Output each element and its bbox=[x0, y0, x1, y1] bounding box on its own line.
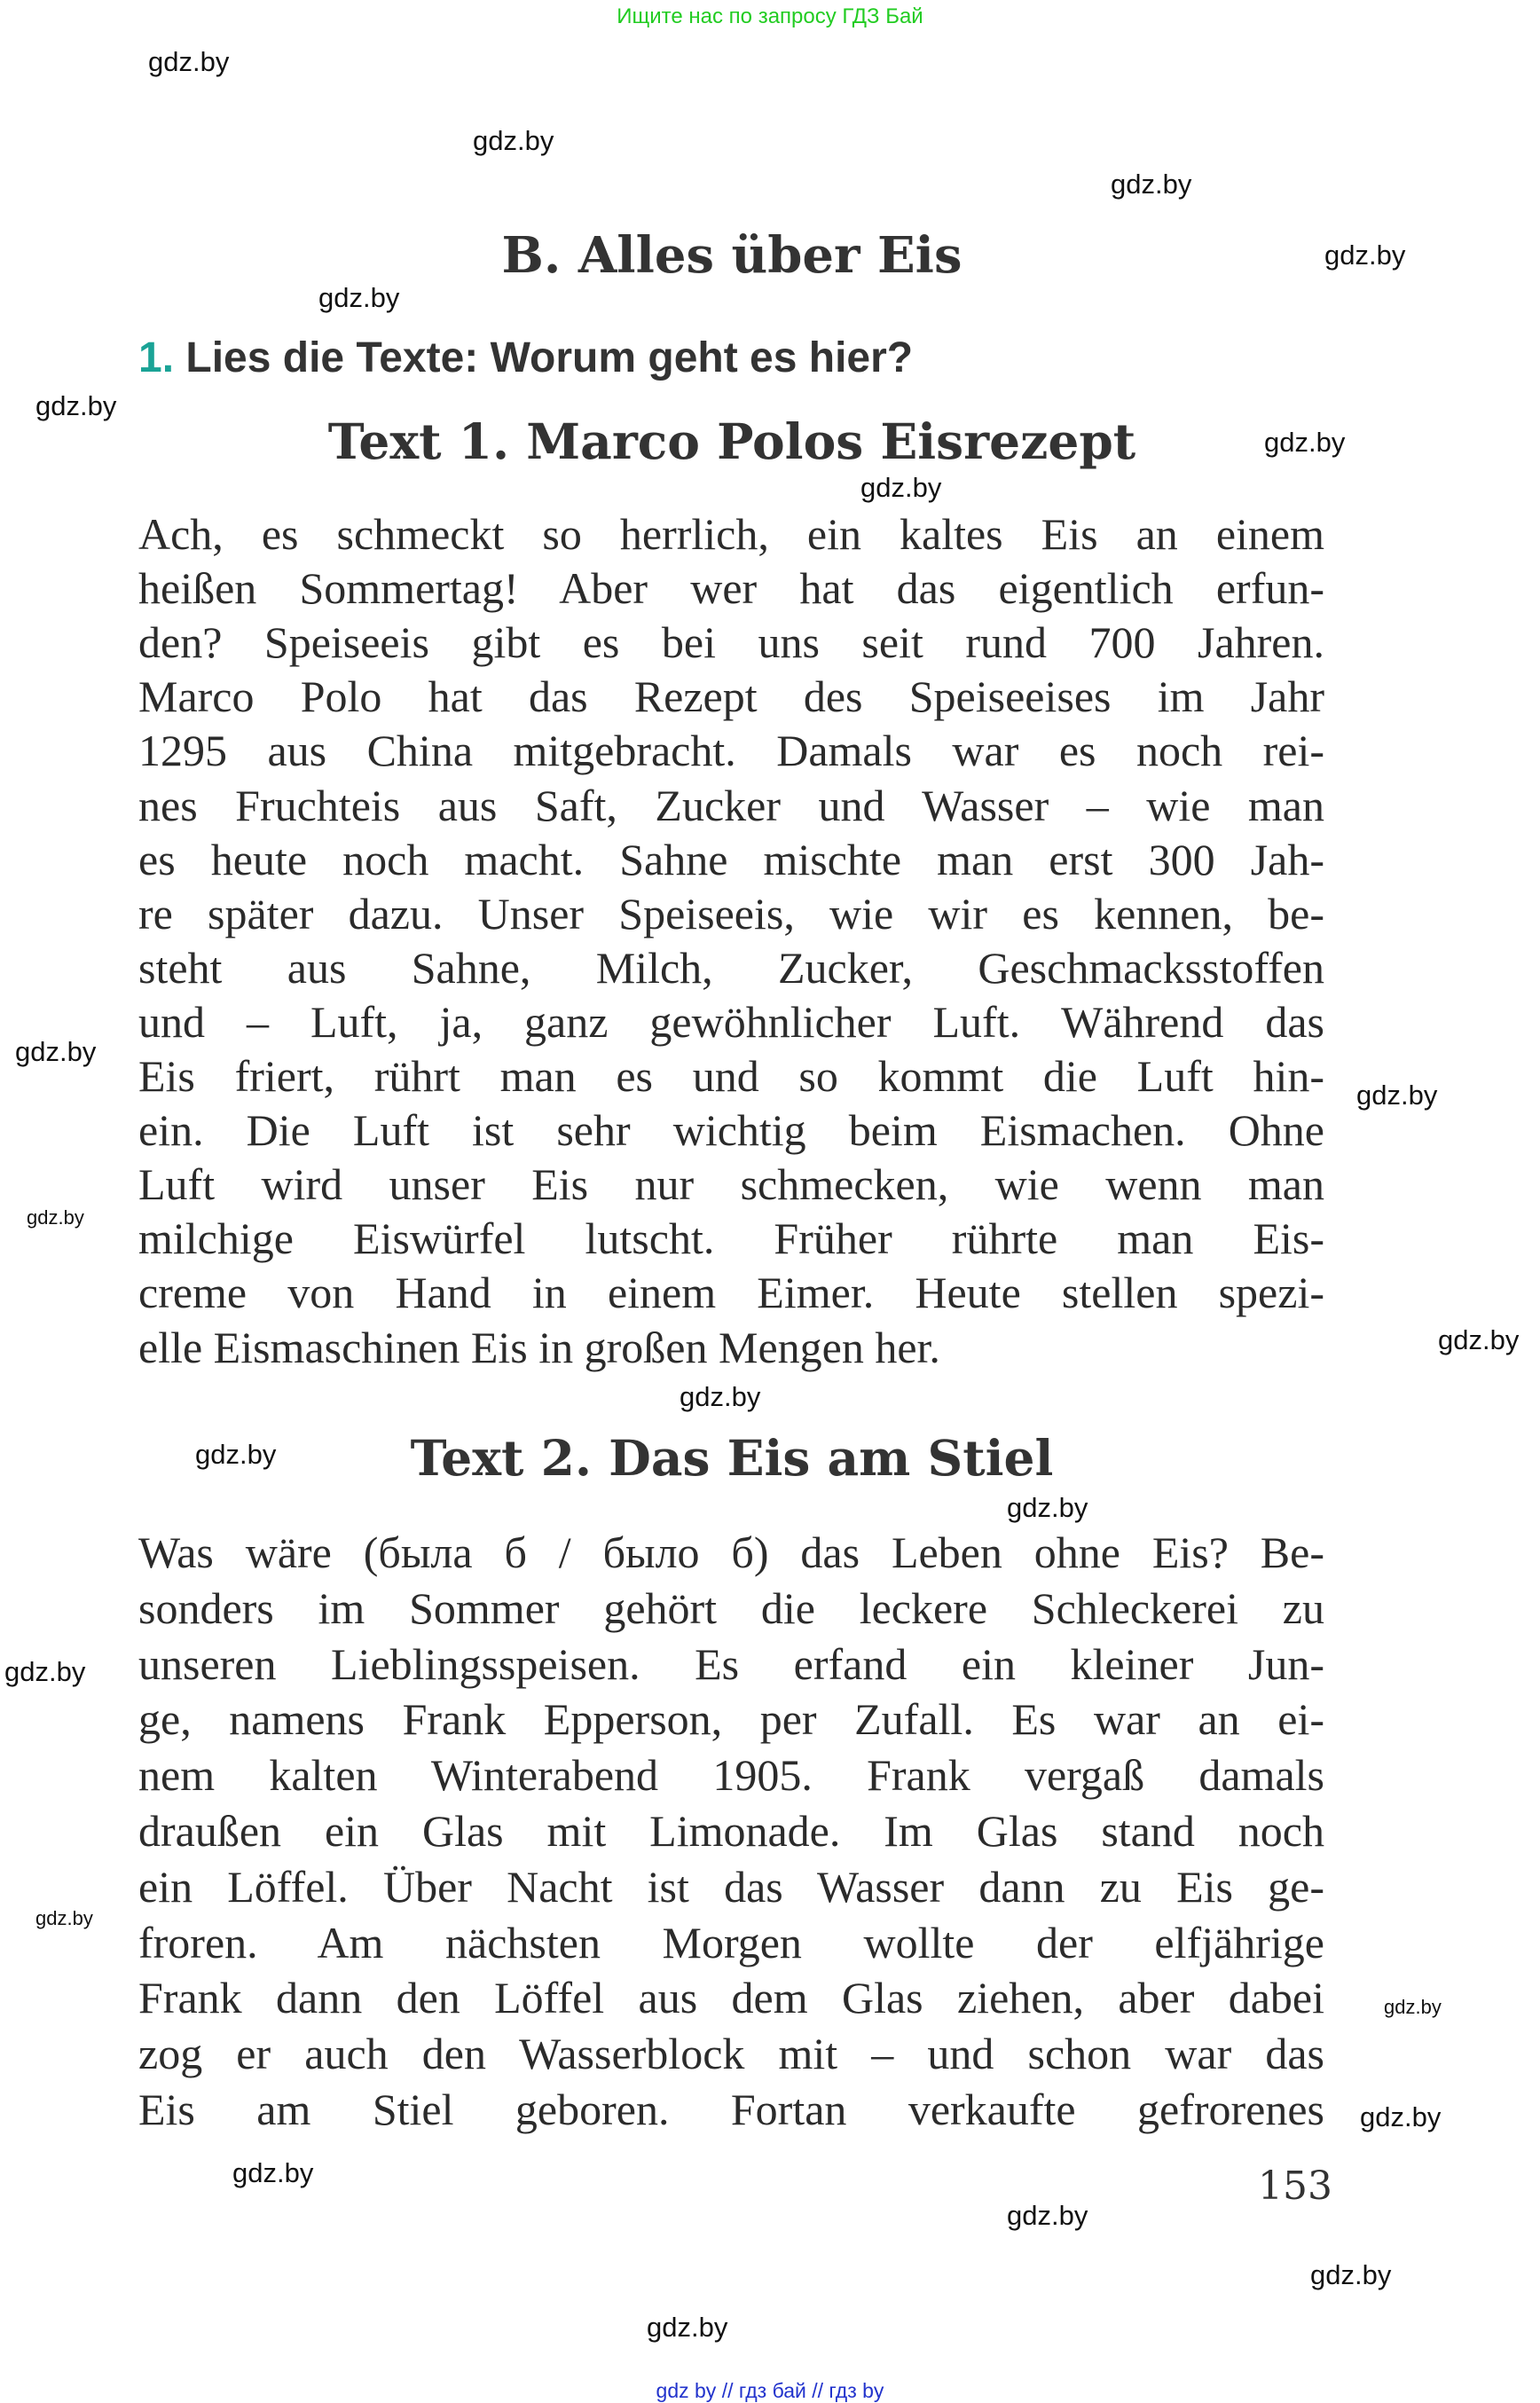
task-heading bbox=[138, 334, 913, 383]
text-line: zog er auch den Wasserblock mit – und schon war das bbox=[138, 2029, 1324, 2079]
bottom-links[interactable]: gdz by // гдз бай // гдз by bbox=[656, 2379, 884, 2402]
text-line: re später dazu. Unser Speiseeis, wie wir es kennen, be- bbox=[138, 888, 1324, 938]
text-line: nes Fruchteis aus Saft, Zucker und Wasser – wie man bbox=[138, 780, 1324, 830]
watermark: gdz.by bbox=[195, 1439, 277, 1470]
watermark: gdz.by bbox=[1324, 240, 1406, 271]
watermark: gdz.by bbox=[35, 1907, 93, 1929]
watermark: gdz.by bbox=[148, 46, 230, 77]
watermark: gdz.by bbox=[1384, 1996, 1442, 2018]
text-line: Ach, es schmeckt so herrlich, ein kaltes Eis an einem bbox=[138, 509, 1324, 559]
text-line: ge, namens Frank Epperson, per Zufall. Es war an ei- bbox=[138, 1694, 1324, 1745]
text-line: elle Eismaschinen Eis in großen Mengen her. bbox=[138, 1322, 940, 1372]
watermark: gdz.by bbox=[647, 2312, 728, 2343]
text-line: unseren Lieblingsspeisen. Es erfand ein kleiner Jun- bbox=[138, 1638, 1324, 1689]
watermark: gdz.by bbox=[318, 282, 400, 313]
text-line: draußen ein Glas mit Limonade. Im Glas stand noch bbox=[138, 1806, 1324, 1856]
watermark: gdz.by bbox=[1438, 1324, 1520, 1355]
watermark: gdz.by bbox=[15, 1036, 97, 1067]
text-line: Marco Polo hat das Rezept des Speiseeises im Jahr bbox=[138, 671, 1324, 722]
watermark: gdz.by bbox=[232, 2157, 314, 2188]
watermark: gdz.by bbox=[1007, 1492, 1088, 1523]
text-line: milchige Eiswürfel lutscht. Früher rührte man Eis- bbox=[138, 1213, 1324, 1264]
watermark: gdz.by bbox=[680, 1381, 761, 1412]
text-line: Was wäre (была б / было б) das Leben ohne Eis? Be- bbox=[138, 1527, 1324, 1577]
text-line: steht aus Sahne, Milch, Zucker, Geschmacksstoffen bbox=[138, 942, 1324, 993]
text1-title: Text 1. Marco Polos Eisrezept bbox=[327, 412, 1136, 470]
text-line: Eis am Stiel geboren. Fortan verkaufte gefrorenes bbox=[138, 2085, 1324, 2134]
watermark: gdz.by bbox=[35, 390, 117, 421]
text2-title: Text 2. Das Eis am Stiel bbox=[410, 1429, 1054, 1487]
text-line: es heute noch macht. Sahne mischte man erst 300 Jah- bbox=[138, 834, 1324, 884]
watermark: gdz.by bbox=[1264, 427, 1346, 458]
watermark: gdz.by bbox=[1111, 169, 1192, 200]
text-line: sonders im Sommer gehört die leckere Schleckerei zu bbox=[138, 1582, 1324, 1633]
watermark: gdz.by bbox=[4, 1656, 86, 1687]
text-line: und – Luft, ja, ganz gewöhnlicher Luft. Während das bbox=[138, 996, 1324, 1047]
task-number: 1. bbox=[138, 334, 175, 381]
text-line: den? Speiseeis gibt es bei uns seit rund 700 Jahren. bbox=[138, 617, 1324, 668]
text-line: 1295 aus China mitgebracht. Damals war es noch rei- bbox=[138, 726, 1324, 776]
section-title: B. Alles über Eis bbox=[501, 226, 962, 285]
top-search-link[interactable]: Ищите нас по запросу ГДЗ Бай bbox=[617, 4, 923, 28]
text-line: Luft wird unser Eis nur schmecken, wie wenn man bbox=[138, 1159, 1324, 1210]
text-line: ein Löffel. Über Nacht ist das Wasser dann zu Eis ge- bbox=[138, 1861, 1324, 1912]
task-text: Lies die Texte: Worum geht es hier? bbox=[185, 334, 914, 381]
watermark: gdz.by bbox=[1310, 2259, 1392, 2290]
text-line: nem kalten Winterabend 1905. Frank vergaß damals bbox=[138, 1750, 1324, 1801]
watermark: gdz.by bbox=[1360, 2101, 1442, 2132]
text-line: froren. Am nächsten Morgen wollte der elfjährige bbox=[138, 1917, 1324, 1967]
text-line: Frank dann den Löffel aus dem Glas ziehen, aber dabei bbox=[138, 1973, 1324, 2023]
text-line: ein. Die Luft ist sehr wichtig beim Eismachen. Ohne bbox=[138, 1105, 1324, 1156]
text-line: heißen Sommertag! Aber wer hat das eigentlich erfun- bbox=[138, 563, 1324, 614]
text-line: creme von Hand in einem Eimer. Heute stellen spezi- bbox=[138, 1268, 1324, 1318]
watermark: gdz.by bbox=[1356, 1080, 1438, 1111]
watermark: gdz.by bbox=[1007, 2200, 1088, 2231]
text-line: Eis friert, rührt man es und so kommt die Luft hin- bbox=[138, 1051, 1324, 1101]
watermark: gdz.by bbox=[473, 125, 554, 156]
watermark: gdz.by bbox=[27, 1206, 84, 1229]
page-number: 153 bbox=[1258, 2163, 1332, 2209]
watermark: gdz.by bbox=[860, 472, 942, 503]
